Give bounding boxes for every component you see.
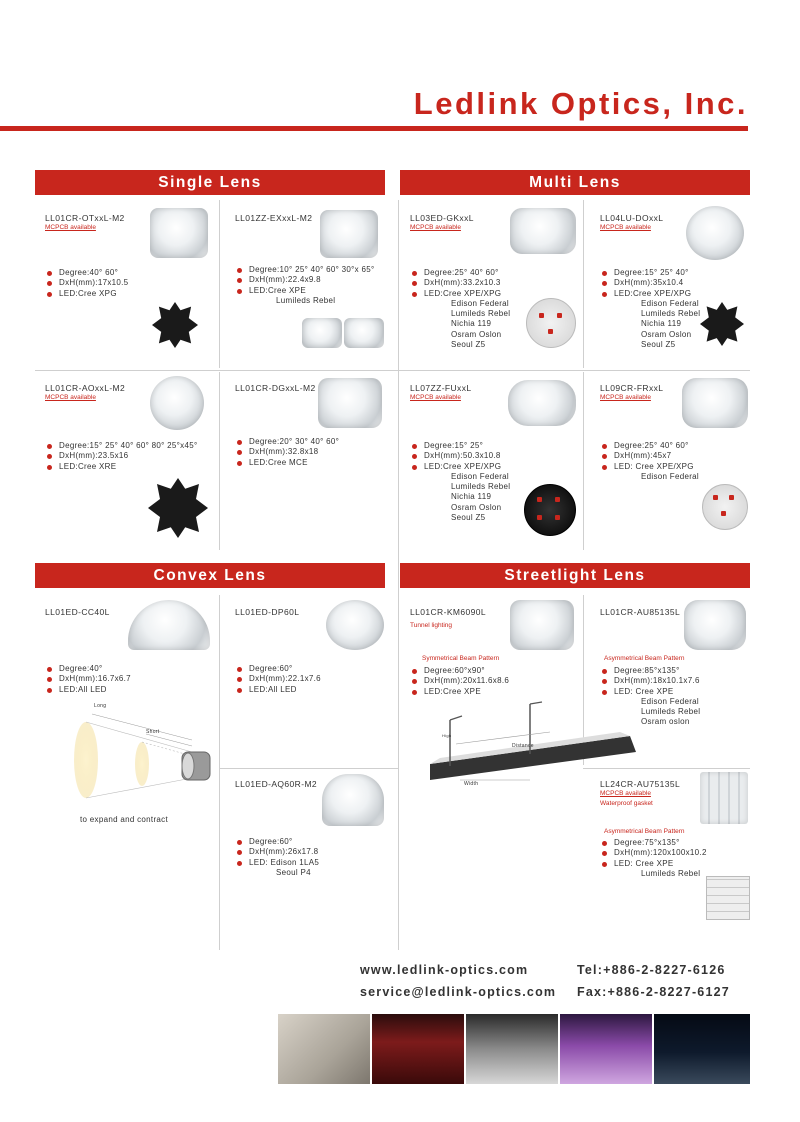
spec-degree: Degree:60° (235, 664, 321, 674)
spec-degree: Degree:10° 25° 40° 60° 30°x 65° (235, 265, 374, 275)
lens-product-image (320, 210, 378, 258)
spec-degree: Degree:15° 25° 40° (600, 268, 700, 278)
mcpcb-note: MCPCB available (600, 394, 651, 401)
lens-product-image (322, 774, 384, 826)
product-code: LL09CR-FRxxL (600, 383, 664, 393)
phone-number: Tel:+886-2-8227-6126 (577, 963, 726, 977)
spec-list (410, 268, 510, 350)
square-pcb-image (706, 876, 750, 920)
spec-led-more: Seoul Z5 (451, 513, 486, 523)
mcpcb-note: MCPCB available (410, 224, 461, 231)
grid-divider (219, 372, 220, 550)
spec-list (410, 666, 509, 697)
spec-led-more: Osram oslon (641, 717, 690, 727)
spec-list (600, 441, 699, 482)
spec-led: LED:Cree XPE (410, 687, 509, 697)
diagram-label-width: Width (464, 781, 479, 787)
spec-led-more: Osram Oslon (451, 329, 502, 339)
mcpcb-note: MCPCB available (600, 790, 651, 797)
beam-pattern-label: Asymmetrical Beam Pattern (604, 828, 685, 835)
lens-product-image (150, 208, 208, 258)
spec-dxh: DxH(mm):50.3x10.8 (410, 451, 510, 461)
round-pcb-image (524, 484, 576, 536)
lens-product-image (686, 206, 744, 260)
star-pcb-image (152, 302, 198, 348)
spec-degree: Degree:15° 25° 40° 60° 80° 25°x45° (45, 441, 197, 451)
spec-led: LED:Cree MCE (235, 458, 339, 468)
mcpcb-note: MCPCB available (45, 224, 96, 231)
spec-dxh: DxH(mm):17x10.5 (45, 278, 128, 288)
grid-divider (583, 372, 584, 550)
spec-list (45, 441, 197, 472)
spec-led: LED:Cree XRE (45, 462, 197, 472)
spec-led-more: Edison Federal (641, 471, 700, 481)
spec-degree: Degree:25° 40° 60° (600, 441, 699, 451)
section-header-single-lens: Single Lens (35, 170, 385, 195)
waterproof-gasket-note: Waterproof gasket (600, 800, 653, 807)
spec-led-more: Lumileds Rebel (276, 295, 336, 305)
beam-pattern-label: Asymmetrical Beam Pattern (604, 655, 685, 662)
spec-degree: Degree:75°x135° (600, 838, 707, 848)
diagram-caption: to expand and contract (80, 815, 168, 824)
grid-divider (35, 370, 750, 371)
spec-list (600, 838, 707, 879)
product-code: LL01ED-AQ60R-M2 (235, 779, 318, 789)
diagram-label-long: Long (94, 703, 107, 709)
lens-product-image (128, 600, 210, 650)
spec-degree: Degree:20° 30° 40° 60° (235, 437, 339, 447)
lens-product-image (344, 318, 384, 348)
spec-led-more: Lumileds Rebel (451, 309, 511, 319)
spec-dxh: DxH(mm):33.2x10.3 (410, 278, 510, 288)
spec-led-more: Lumileds Rebel (641, 309, 701, 319)
spec-degree: Degree:40° (45, 664, 131, 674)
mcpcb-note: MCPCB available (410, 394, 461, 401)
product-code: LL01ED-CC40L (45, 607, 110, 617)
round-pcb-image (702, 484, 748, 530)
lens-product-image (302, 318, 342, 348)
lens-product-image (684, 600, 746, 650)
spec-led-more: Edison Federal (451, 471, 510, 481)
spec-led-more: Nichia 119 (641, 319, 682, 329)
spec-led-more: Nichia 119 (451, 492, 492, 502)
spec-degree: Degree:60°x90° (410, 666, 509, 676)
spec-led-more: Edison Federal (641, 696, 700, 706)
spec-led: LED:Cree XPE/XPG (410, 462, 510, 472)
spec-led: LED:Cree XPE (235, 286, 374, 296)
lens-product-image (318, 378, 382, 428)
spec-led-more: Lumileds Rebel (641, 868, 701, 878)
spec-led-more: Seoul P4 (276, 867, 311, 877)
spec-degree: Degree:25° 40° 60° (410, 268, 510, 278)
lens-product-image (682, 378, 748, 428)
spec-degree: Degree:60° (235, 837, 319, 847)
website-link[interactable]: www.ledlink-optics.com (360, 963, 529, 977)
spec-list (600, 268, 700, 350)
spec-led-more: Lumileds Rebel (641, 707, 701, 717)
product-code: LL01ED-DP60L (235, 607, 300, 617)
spec-led-more: Seoul Z5 (641, 340, 676, 350)
spec-led: LED: Cree XPE (600, 687, 700, 697)
product-code: LL07ZZ-FUxxL (410, 383, 472, 393)
lens-product-image (508, 380, 576, 426)
photo-bollard-light (466, 1014, 558, 1084)
grid-divider (219, 768, 399, 769)
lens-product-image (326, 600, 384, 650)
diagram-label-high: High (442, 733, 452, 738)
photo-wall-lights (278, 1014, 370, 1084)
diagram-label-short: Short (146, 729, 160, 735)
lens-product-image (150, 376, 204, 430)
spec-led-more: Osram Oslon (641, 329, 692, 339)
spec-list (410, 441, 510, 523)
spec-dxh: DxH(mm):35x10.4 (600, 278, 700, 288)
spec-led: LED:Cree XPG (45, 289, 128, 299)
email-link[interactable]: service@ledlink-optics.com (360, 985, 557, 999)
section-header-streetlight-lens: Streetlight Lens (400, 563, 750, 588)
spec-led-more: Lumileds Rebel (451, 482, 511, 492)
product-code: LL01CR-DGxxL-M2 (235, 383, 316, 393)
fax-number: Fax:+886-2-8227-6127 (577, 985, 730, 999)
spec-dxh: DxH(mm):22.1x7.6 (235, 674, 321, 684)
spec-degree: Degree:40° 60° (45, 268, 128, 278)
spec-led: LED: Cree XPE (600, 859, 707, 869)
spec-list (235, 265, 374, 306)
spec-degree: Degree:15° 25° (410, 441, 510, 451)
product-code: LL01CR-AOxxL-M2 (45, 383, 126, 393)
photo-garden-lights (560, 1014, 652, 1084)
section-header-multi-lens: Multi Lens (400, 170, 750, 195)
spec-list (235, 837, 319, 878)
lens-product-image (510, 600, 574, 650)
section-header-convex-lens: Convex Lens (35, 563, 385, 588)
spec-dxh: DxH(mm):120x100x10.2 (600, 848, 707, 858)
lens-array-image (700, 772, 748, 824)
spec-led-more: Edison Federal (451, 298, 510, 308)
spec-degree: Degree:85°x135° (600, 666, 700, 676)
spec-list (45, 268, 128, 299)
spec-dxh: DxH(mm):18x10.1x7.6 (600, 676, 700, 686)
spec-led: LED: Edison 1LA5 (235, 858, 319, 868)
product-code: LL04LU-DOxxL (600, 213, 664, 223)
spec-led-more: Nichia 119 (451, 319, 492, 329)
spec-dxh: DxH(mm):26x17.8 (235, 847, 319, 857)
product-code: LL01ZZ-EXxxL-M2 (235, 213, 313, 223)
spec-led: LED:All LED (235, 685, 321, 695)
spec-dxh: DxH(mm):20x11.6x8.6 (410, 676, 509, 686)
beam-pattern-label: Symmetrical Beam Pattern (422, 655, 500, 662)
spec-led: LED:All LED (45, 685, 131, 695)
product-code: LL01CR-AU85135L (600, 607, 681, 617)
mcpcb-note: MCPCB available (600, 224, 651, 231)
spec-list (45, 664, 131, 695)
star-pcb-image (700, 302, 744, 346)
star-pcb-image (148, 478, 208, 538)
grid-divider (398, 200, 399, 950)
spec-led-more: Seoul Z5 (451, 340, 486, 350)
spec-led: LED:Cree XPE/XPG (410, 289, 510, 299)
spec-dxh: DxH(mm):23.5x16 (45, 451, 197, 461)
spec-led: LED:Cree XPE/XPG (600, 289, 700, 299)
round-pcb-image (526, 298, 576, 348)
tunnel-lighting-note: Tunnel lighting (410, 622, 453, 629)
brand-title: Ledlink Optics, Inc. (413, 86, 748, 121)
spec-led-more: Edison Federal (641, 298, 700, 308)
beam-expansion-diagram (62, 700, 222, 810)
spec-led: LED: Cree XPE/XPG (600, 462, 699, 472)
spec-dxh: DxH(mm):16.7x6.7 (45, 674, 131, 684)
spec-led-more: Osram Oslon (451, 502, 502, 512)
header-rule (0, 126, 748, 131)
diagram-label-distance: Distance (512, 743, 534, 749)
product-code: LL01CR-KM6090L (410, 607, 487, 617)
spec-dxh: DxH(mm):45x7 (600, 451, 699, 461)
product-code: LL24CR-AU75135L (600, 779, 681, 789)
product-code: LL01CR-OTxxL-M2 (45, 213, 125, 223)
grid-divider (583, 200, 584, 368)
product-code: LL03ED-GKxxL (410, 213, 474, 223)
photo-street-lights (654, 1014, 750, 1084)
photo-building-facade (372, 1014, 464, 1084)
spec-dxh: DxH(mm):22.4x9.8 (235, 275, 374, 285)
spec-list (235, 437, 339, 468)
lens-product-image (510, 208, 576, 254)
spec-list (235, 664, 321, 695)
grid-divider (219, 200, 220, 368)
spec-dxh: DxH(mm):32.8x18 (235, 447, 339, 457)
mcpcb-note: MCPCB available (45, 394, 96, 401)
